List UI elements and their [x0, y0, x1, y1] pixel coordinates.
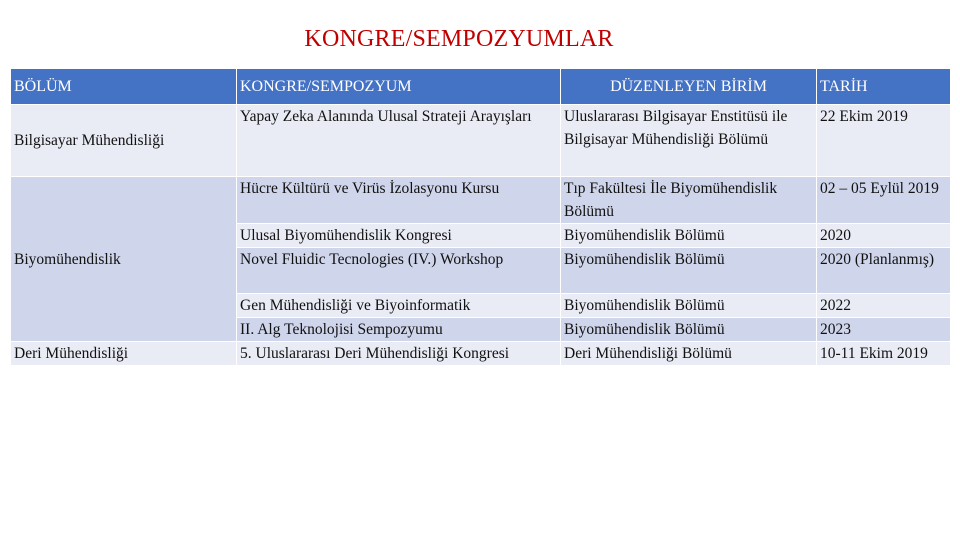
congress-cell: Novel Fluidic Tecnologies (IV.) Workshop	[237, 248, 561, 294]
header-department: BÖLÜM	[11, 69, 237, 105]
table-row	[11, 342, 951, 366]
table-row	[11, 105, 951, 177]
congress-cell: II. Alg Teknolojisi Sempozyumu	[237, 318, 561, 342]
date-cell: 2020 (Planlanmış)	[817, 248, 951, 294]
date-cell: 02 – 05 Eylül 2019	[817, 177, 951, 224]
date-cell: 2020	[817, 224, 951, 248]
congress-cell: Hücre Kültürü ve Virüs İzolasyonu Kursu	[237, 177, 561, 224]
table-row	[11, 177, 951, 224]
department-computer: Bilgisayar Mühendisliği	[11, 105, 237, 177]
congress-cell: 5. Uluslararası Deri Mühendisliği Kongresi	[237, 342, 561, 366]
congress-cell: Gen Mühendisliği ve Biyoinformatik	[237, 294, 561, 318]
department-leather: Deri Mühendisliği	[11, 342, 237, 366]
congress-table	[10, 68, 951, 366]
organizer-cell: Deri Mühendisliği Bölümü	[561, 342, 817, 366]
organizer-cell: Biyomühendislik Bölümü	[561, 294, 817, 318]
header-date: TARİH	[817, 69, 951, 105]
date-cell: 10-11 Ekim 2019	[817, 342, 951, 366]
date-cell: 2022	[817, 294, 951, 318]
organizer-cell: Biyomühendislik Bölümü	[561, 248, 817, 294]
congress-cell: Yapay Zeka Alanında Ulusal Strateji Arayışları	[237, 105, 561, 177]
page-title: KONGRE/SEMPOZYUMLAR	[304, 26, 614, 52]
department-bioeng: Biyomühendislik	[11, 177, 237, 342]
organizer-cell: Tıp Fakültesi İle Biyomühendislik Bölümü	[561, 177, 817, 224]
date-cell: 2023	[817, 318, 951, 342]
table-header-row	[11, 69, 951, 105]
organizer-cell: Uluslararası Bilgisayar Enstitüsü ile Bilgisayar Mühendisliği Bölümü	[561, 105, 817, 177]
header-organizer: DÜZENLEYEN BİRİM	[561, 69, 817, 105]
organizer-cell: Biyomühendislik Bölümü	[561, 224, 817, 248]
date-cell: 22 Ekim 2019	[817, 105, 951, 177]
organizer-cell: Biyomühendislik Bölümü	[561, 318, 817, 342]
header-congress: KONGRE/SEMPOZYUM	[237, 69, 561, 105]
congress-cell: Ulusal Biyomühendislik Kongresi	[237, 224, 561, 248]
